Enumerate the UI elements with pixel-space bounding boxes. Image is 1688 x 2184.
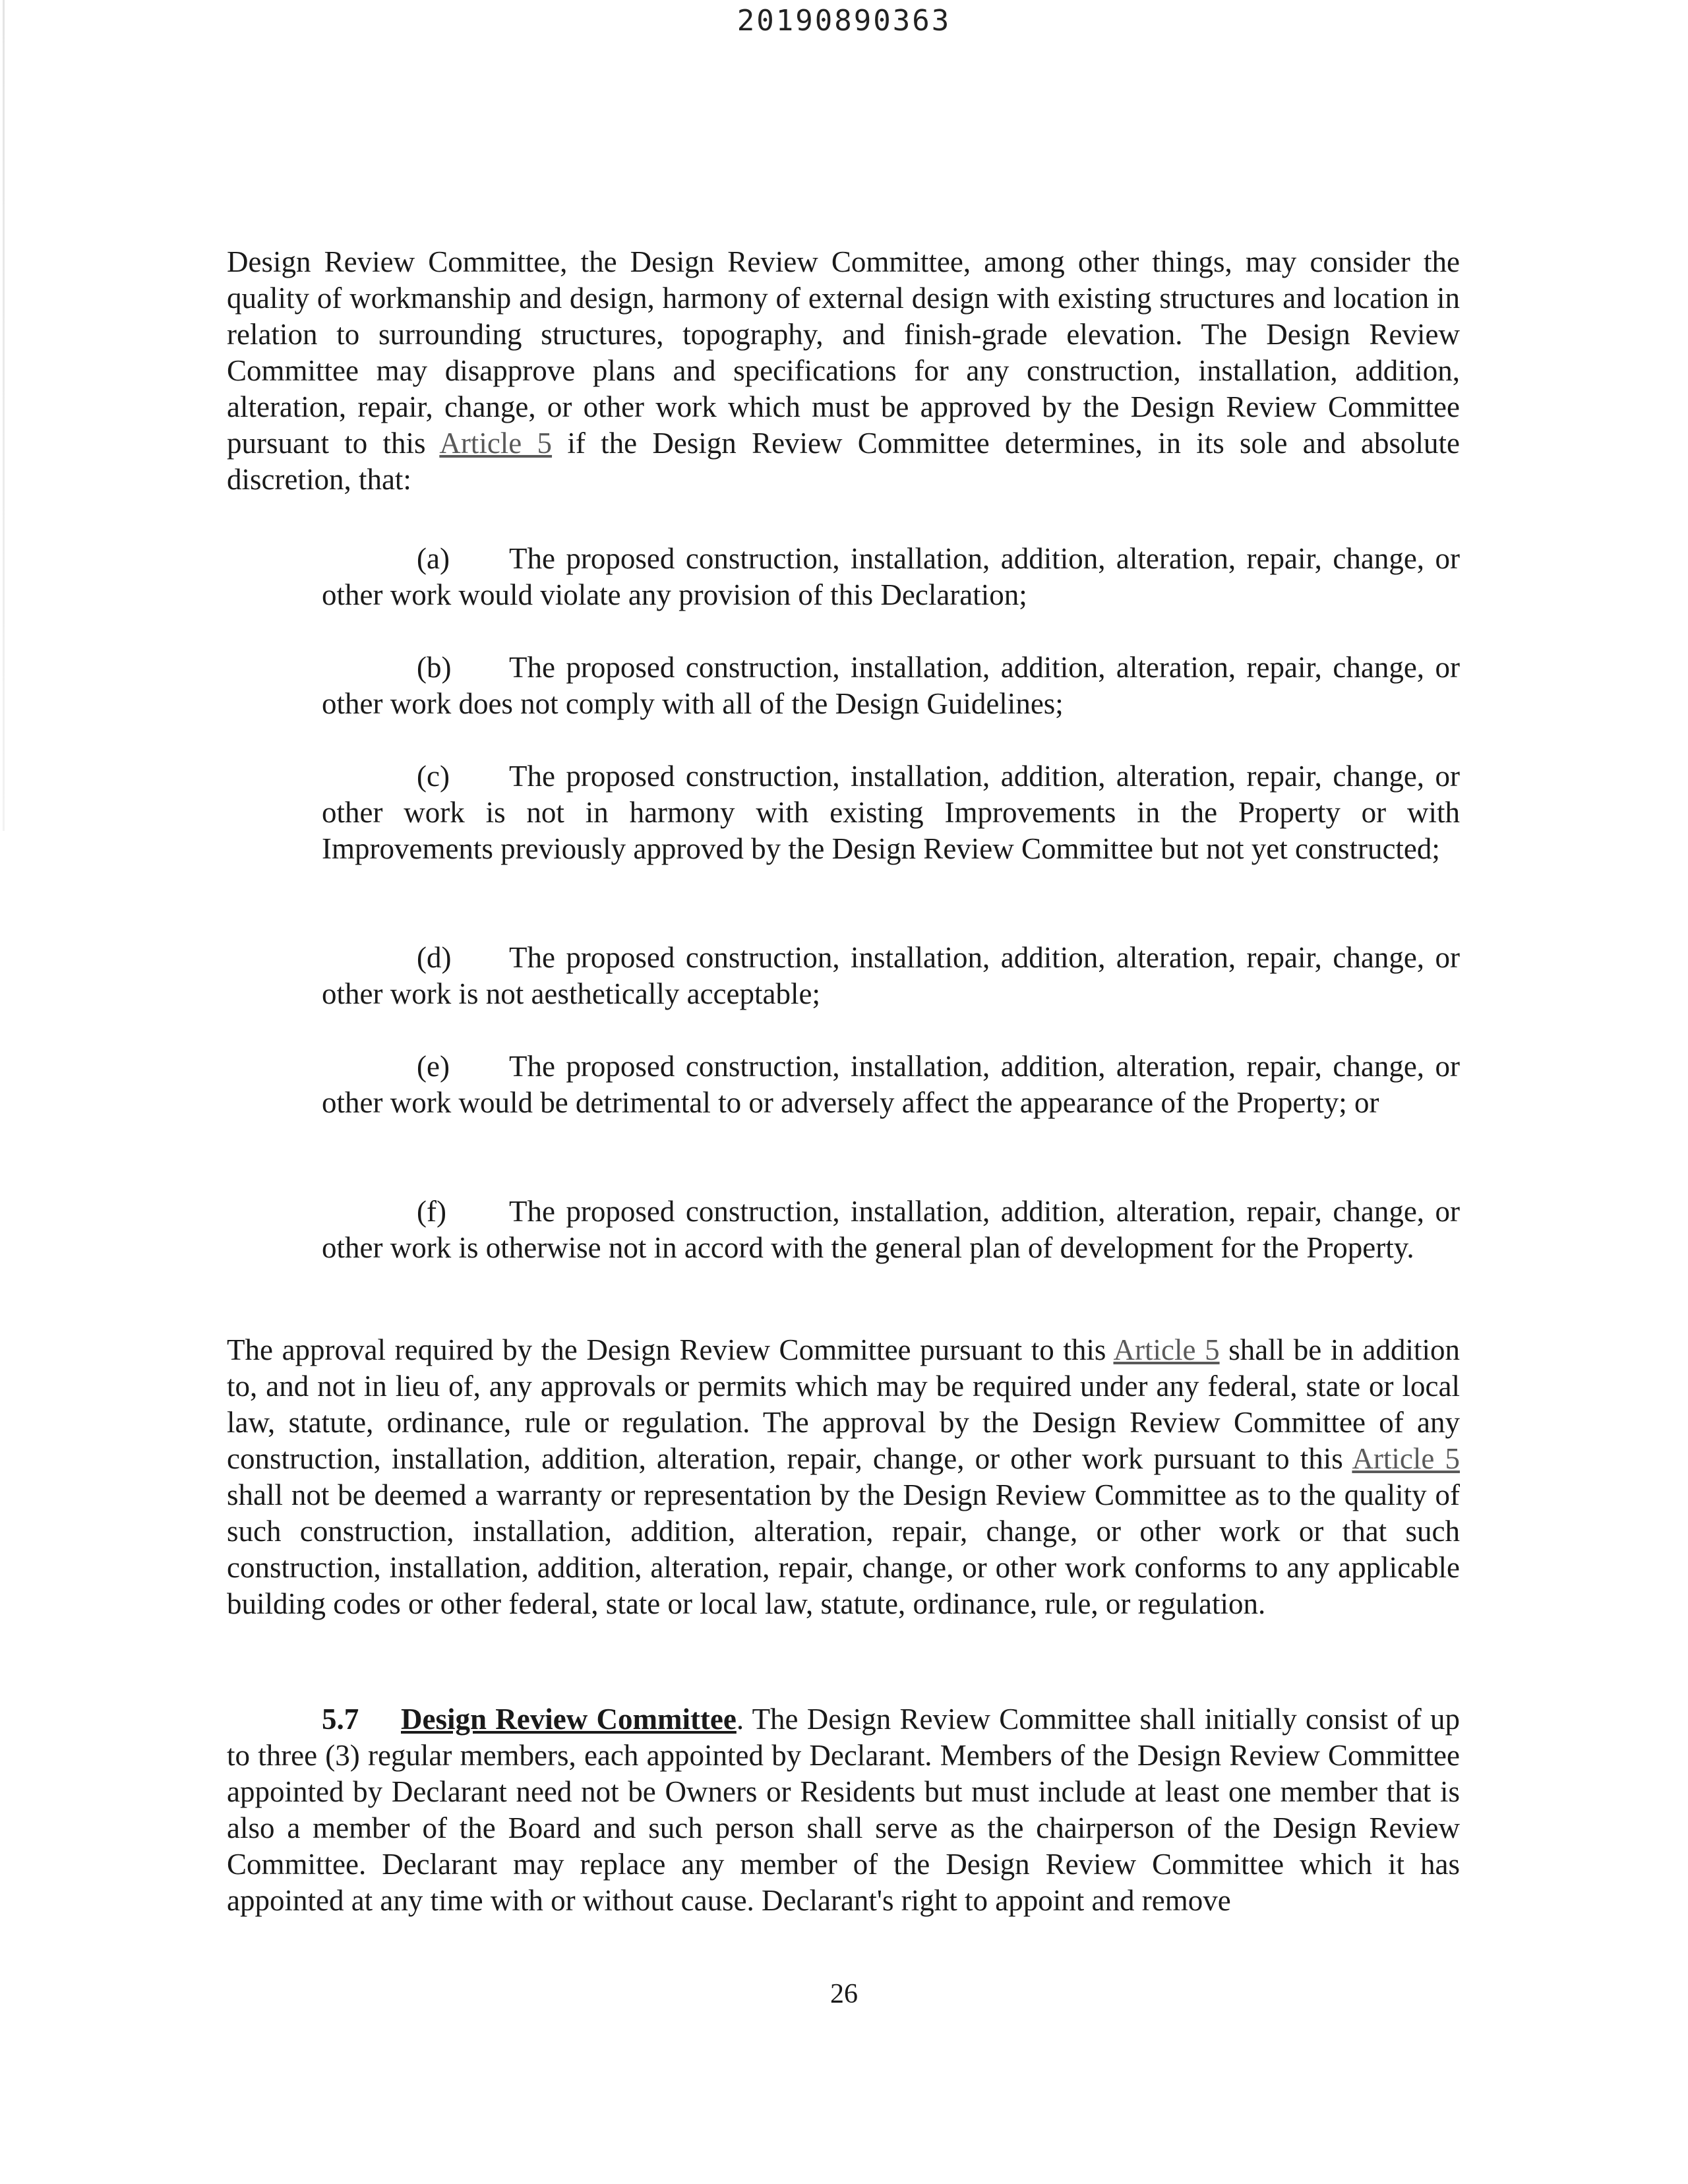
paragraph-approval xyxy=(227,1332,1460,1622)
paragraph-approval-text-c: shall not be deemed a warranty or representation by the Design Review Committee as to the quality of such construction, installation, addition, alteration, repair, change, or other work or that such construction, installation, addition, alteration, repair, change, or other work conforms to any applicable building codes or other federal, state or local law, statute, ordinance, rule, or regulation. xyxy=(227,1478,1460,1620)
list-item-label: (a) xyxy=(417,542,450,575)
list-item-f xyxy=(322,1194,1460,1266)
section-text: The Design Review Committee shall initially consist of up to three (3) regular members, each appointed by Declarant. Members of the Design Review Committee appointed by Declarant need not be Owners or Residents but must include at least one member that is also a member of the Board and such person shall serve as the chairperson of the Design Review Committee. Declarant may replace any member of the Design Review Committee which it has appointed at any time with or without cause. Declarant's right to appoint and remove xyxy=(227,1703,1460,1917)
list-item-b xyxy=(322,650,1460,722)
list-item-a xyxy=(322,541,1460,613)
list-item-e xyxy=(322,1048,1460,1121)
section-title-period: . xyxy=(736,1703,744,1736)
list-item-text: The proposed construction, installation, addition, alteration, repair, change, or other work does not comply with all of the Design Guidelines; xyxy=(322,651,1460,720)
list-item-label: (b) xyxy=(417,651,452,684)
scan-edge-shadow xyxy=(3,0,5,831)
article-5-reference: Article 5 xyxy=(1352,1442,1461,1475)
list-item-d xyxy=(322,940,1460,1012)
article-5-reference: Article 5 xyxy=(439,427,553,460)
section-number: 5.7 xyxy=(322,1703,359,1736)
list-item-label: (f) xyxy=(417,1195,446,1228)
list-item-text: The proposed construction, installation, addition, alteration, repair, change, or other work is otherwise not in accord with the general plan of development for the Property. xyxy=(322,1195,1460,1264)
paragraph-approval-text-b: shall be in addition to, and not in lieu of, any approvals or permits which may be required under any federal, state or local law, statute, ordinance, rule or regulation. The approval by the Design Review Committee of any construction, installation, addition, alteration, repair, change, or other work pursuant to this xyxy=(227,1333,1460,1475)
list-item-label: (c) xyxy=(417,760,450,793)
list-item-text: The proposed construction, installation, addition, alteration, repair, change, or other work is not in harmony with existing Improvements in the Property or with Improvements previously approved by the Design Review Committee but not yet constructed; xyxy=(322,760,1460,865)
list-item-label: (e) xyxy=(417,1050,450,1083)
paragraph-approval-text-a: The approval required by the Design Review Committee pursuant to this xyxy=(227,1333,1114,1366)
paragraph-intro-text-b: if the Design Review Committee determines, in its sole and absolute discretion, that: xyxy=(227,427,1461,496)
list-item-text: The proposed construction, installation, addition, alteration, repair, change, or other work is not aesthetically acceptable; xyxy=(322,941,1460,1010)
page-number: 26 xyxy=(830,1979,858,2009)
list-item-c xyxy=(322,758,1460,867)
list-item-text: The proposed construction, installation, addition, alteration, repair, change, or other work would be detrimental to or adversely affect the appearance of the Property; or xyxy=(322,1050,1460,1119)
section-5-7 xyxy=(227,1701,1460,1919)
paragraph-intro-text-a: Design Review Committee, the Design Review Committee, among other things, may consider the quality of workmanship and design, harmony of external design with existing structures and location in relation to surrounding structures, topography, and finish-grade elevation. The Design Review Committee may disapprove plans and specifications for any construction, installation, addition, alteration, repair, change, or other work which must be approved by the Design Review Committee pursuant to this xyxy=(227,245,1460,460)
document-number: 20190890363 xyxy=(737,4,951,38)
article-5-reference: Article 5 xyxy=(1113,1333,1220,1366)
list-item-label: (d) xyxy=(417,941,452,974)
section-title: Design Review Committee xyxy=(401,1703,737,1736)
list-item-text: The proposed construction, installation, addition, alteration, repair, change, or other work would violate any provision of this Declaration; xyxy=(322,542,1460,611)
paragraph-intro xyxy=(227,244,1460,498)
